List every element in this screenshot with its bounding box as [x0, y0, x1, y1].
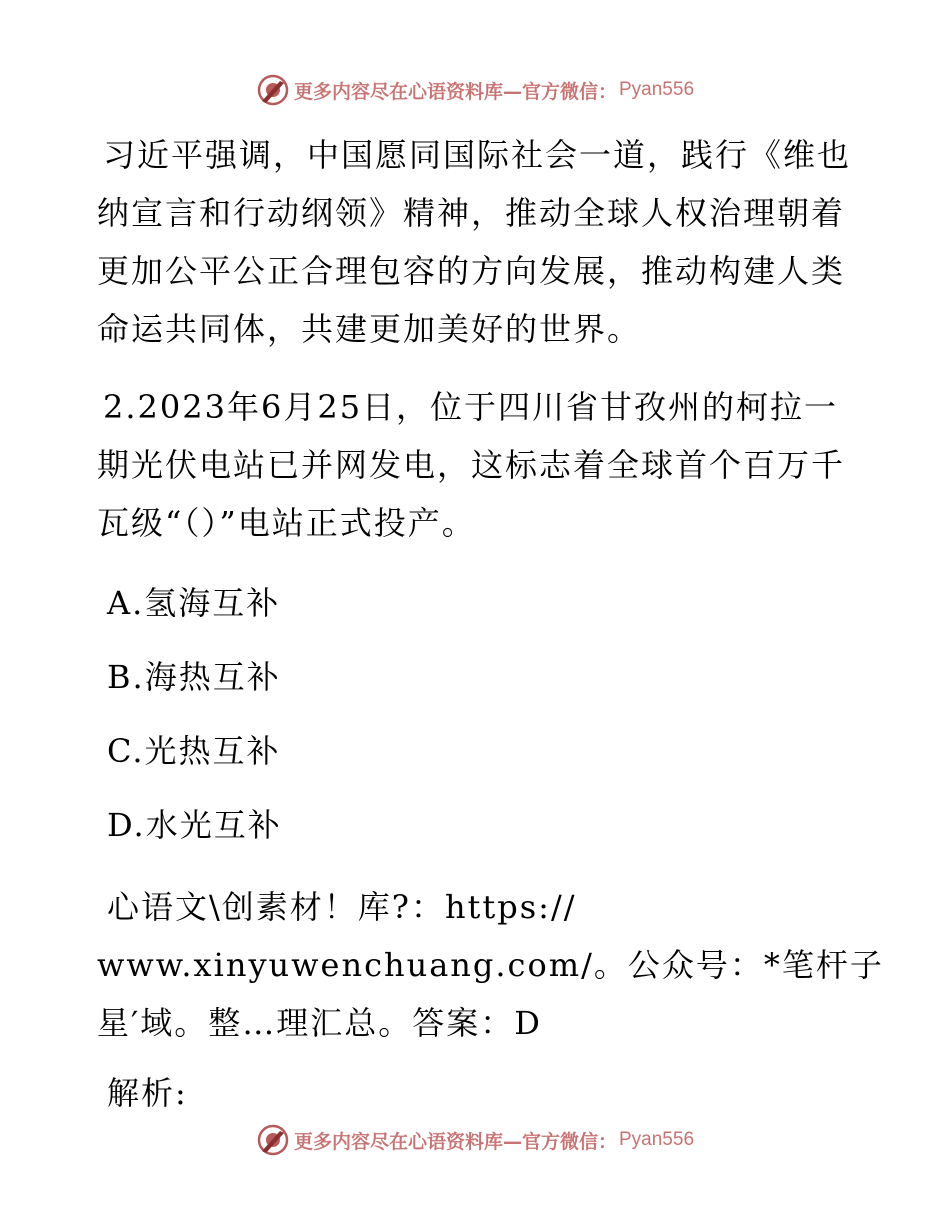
watermark-text: 更多内容尽在心语资料库—官方微信： — [293, 80, 617, 103]
analysis-label: 解析: — [107, 1074, 188, 1112]
watermark-text: 更多内容尽在心语资料库—官方微信： — [293, 1130, 617, 1153]
note-line-3: 星′域。整…理汇总。答案：D — [97, 1004, 542, 1042]
option-a: A.氢海互补 — [107, 584, 281, 622]
note-line-1: 心语文\创素材！库?：https:// — [107, 888, 577, 926]
watermark-id: Pyan556 — [619, 1129, 695, 1150]
note-line-2: www.xinyuwenchuang.com/。公众号：*笔杆子 — [97, 946, 884, 984]
option-b: B.海热互补 — [107, 658, 281, 696]
question-text: 2.2023年6月25日，位于四川省甘孜州的柯拉一期光伏电站已并网发电，这标志着全球首个百万千瓦级“（）”电站正式投产。 — [97, 388, 846, 542]
option-c: C.光热互补 — [107, 732, 281, 770]
option-d: D.水光互补 — [107, 806, 282, 844]
watermark-footer — [0, 1120, 950, 1160]
quill-seal-icon — [256, 1123, 290, 1157]
watermark-header — [0, 70, 950, 110]
quill-seal-icon — [256, 73, 290, 107]
paragraph-1: 习近平强调，中国愿同国际社会一道，践行《维也纳宣言和行动纲领》精神，推动全球人权治理朝着更加公平公正合理包容的方向发展，推动构建人类命运共同体，共建更加美好的世界。 — [97, 136, 852, 348]
watermark-id: Pyan556 — [619, 79, 695, 100]
document-body — [97, 126, 884, 1114]
source-answer-note — [97, 878, 884, 1052]
